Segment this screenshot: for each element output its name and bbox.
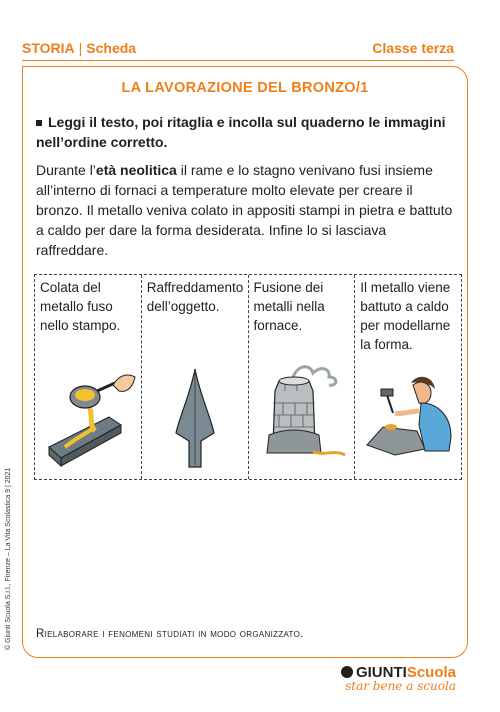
header-subject (22, 40, 136, 56)
body-paragraph (36, 160, 454, 260)
logo-brand-b: Scuola (406, 664, 456, 681)
paragraph-before: Durante l’ (36, 162, 96, 178)
pouring-mold-icon (35, 355, 142, 480)
bullet-icon (36, 120, 42, 126)
spearhead-icon (142, 355, 249, 480)
giunti-g-icon (341, 666, 353, 678)
card-furnace[interactable] (249, 275, 356, 479)
card-text: Fusione dei metalli nella fornace. (253, 280, 325, 333)
logo-tagline: star bene a scuola (345, 679, 456, 693)
hammering-man-icon (355, 355, 462, 480)
grade-label: Classe terza (372, 40, 454, 56)
instruction (36, 112, 446, 152)
header-divider (22, 60, 454, 61)
card-cooling[interactable] (142, 275, 249, 479)
header-separator: | (78, 40, 83, 56)
furnace-icon (249, 355, 356, 480)
copyright-credit: © Giunti Scuola S.r.l., Firenze – La Vita Scolastica 9 | 2021 (5, 467, 12, 650)
card-text: Il metallo viene battuto a caldo per modellarne la forma. (360, 280, 451, 352)
cutout-cards (34, 274, 462, 480)
paragraph-bold: età neolitica (95, 162, 177, 178)
learning-objective: Rielaborare i fenomeni studiati in modo organizzato. (36, 628, 304, 640)
card-text: Raffreddamento dell’oggetto. (146, 280, 244, 314)
card-pouring[interactable] (35, 275, 142, 479)
logo-brand-a: GIUNTI (355, 664, 407, 681)
doc-type-label: Scheda (86, 40, 137, 56)
paragraph-after: il rame e lo stagno venivano fusi insieme all’interno di fornaci a temperature molto elevate per creare il bronzo. Il metallo veniva colato in appositi stampi in pietra e battuto a caldo per dare la forma desiderata. Infine lo si lasciava raffreddare. (36, 162, 453, 258)
card-hammering[interactable] (355, 275, 461, 479)
card-text: Colata del metallo fuso nello stampo. (40, 280, 121, 333)
instruction-text: Leggi il testo, poi ritaglia e incolla sul quaderno le immagini nell’ordine corretto. (36, 114, 446, 150)
page-title: LA LAVORAZIONE DEL BRONZO/1 (121, 80, 369, 96)
subject-label: STORIA (22, 40, 75, 56)
publisher-logo (341, 664, 456, 693)
